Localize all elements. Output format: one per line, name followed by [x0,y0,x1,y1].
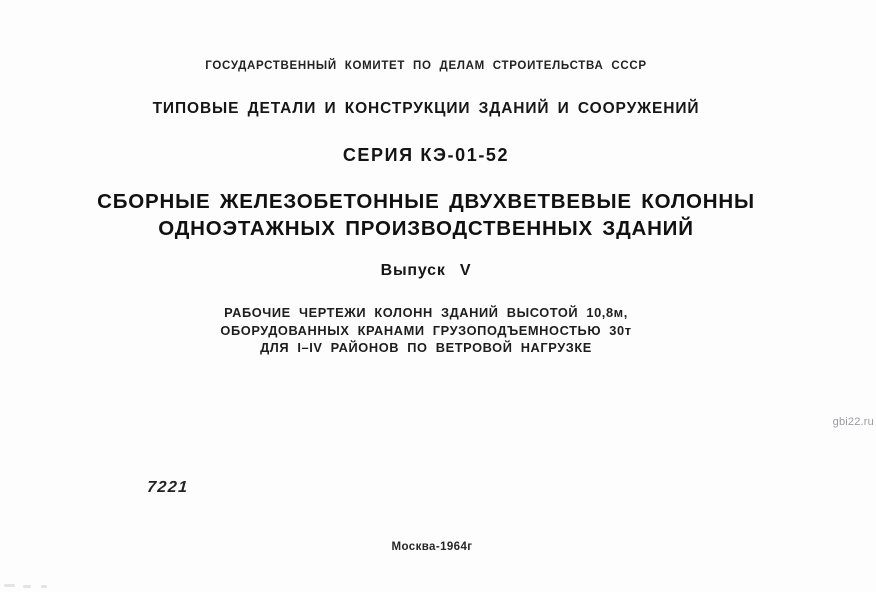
scan-speck [4,584,15,587]
document-title-line1: СБОРНЫЕ ЖЕЛЕЗОБЕТОННЫЕ ДВУХВЕТВЕВЫЕ КОЛОННЫ [97,190,755,213]
subtitle-block [220,304,631,357]
series-number: СЕРИЯ КЭ-01-52 [342,145,510,165]
organization-header: ГОСУДАРСТВЕННЫЙ КОМИТЕТ ПО ДЕЛАМ СТРОИТЕЛЬСТВА СССР [205,60,647,72]
catalog-number: 7221 [146,479,190,496]
series-heading: ТИПОВЫЕ ДЕТАЛИ И КОНСТРУКЦИИ ЗДАНИЙ И СООРУЖЕНИЙ [152,100,700,117]
document-title [97,188,755,242]
imprint-city-year: Москва-1964г [391,541,473,553]
scan-speck [23,585,31,588]
issue-label: Выпуск V [380,262,472,279]
subtitle-line2: ОБОРУДОВАННЫХ КРАНАМИ ГРУЗОПОДЪЕМНОСТЬЮ 30т [220,322,632,338]
document-title-line2: ОДНОЭТАЖНЫХ ПРОИЗВОДСТВЕННЫХ ЗДАНИЙ [158,217,694,240]
site-watermark: gbi22.ru [832,416,874,428]
subtitle-line1: РАБОЧИЕ ЧЕРТЕЖИ КОЛОНН ЗДАНИЙ ВЫСОТОЙ 10,8м, [224,305,628,320]
scan-speck [41,585,47,588]
subtitle-line3: ДЛЯ I–IV РАЙОНОВ ПО ВЕТРОВОЙ НАГРУЗКЕ [260,340,592,355]
